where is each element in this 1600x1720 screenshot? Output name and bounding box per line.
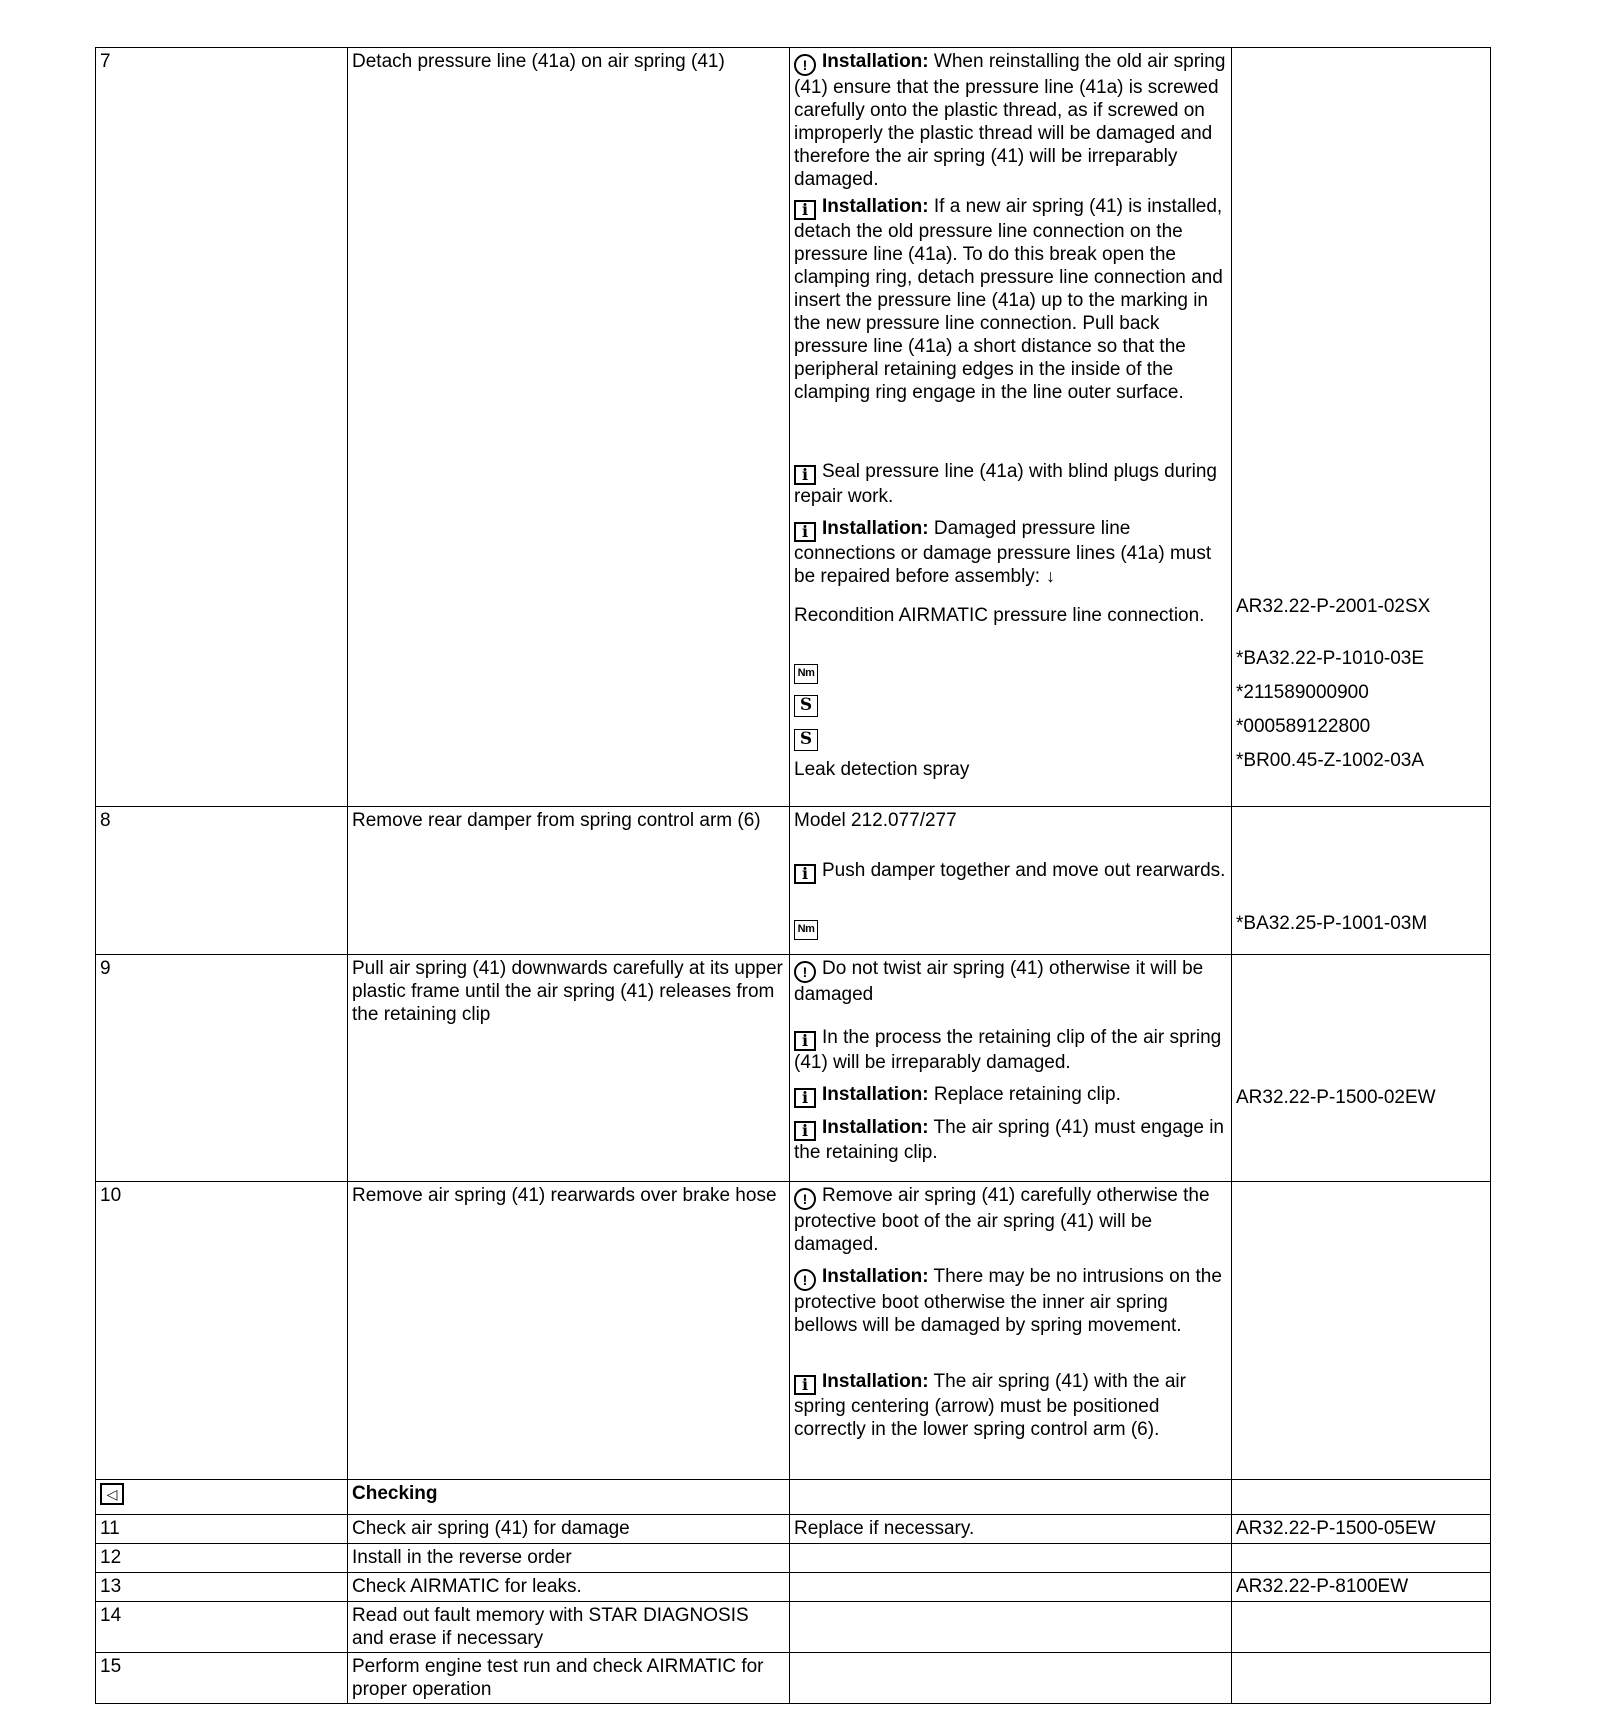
note-bold: Installation: (822, 1084, 929, 1105)
info-icon: i (794, 522, 816, 542)
note-bold: Installation: (822, 1266, 929, 1287)
info-icon: i (794, 200, 816, 220)
step-row-9 (96, 955, 1491, 1182)
info-icon: i (794, 864, 816, 884)
note-text: Push damper together and move out rearwards. (822, 860, 1226, 881)
step-note (790, 1653, 1232, 1704)
step-number: 13 (96, 1573, 348, 1602)
tool-line (790, 722, 1231, 756)
empty-cell (1232, 1480, 1491, 1515)
step-references (1232, 1182, 1491, 1480)
note-text: Seal pressure line (41a) with blind plugs during repair work. (794, 461, 1218, 507)
step-action: Perform engine test run and check AIRMATIC for proper operation (348, 1653, 790, 1704)
note-bold: Installation: (822, 196, 929, 217)
ref-link[interactable]: AR32.22-P-2001-02SX (1236, 596, 1431, 617)
info-icon: i (794, 1088, 816, 1108)
step-action: Check AIRMATIC for leaks. (348, 1573, 790, 1602)
warning-icon: ! (794, 54, 816, 76)
ref-link[interactable]: AR32.22-P-8100EW (1232, 1573, 1491, 1602)
note-text: Replace retaining clip. (928, 1084, 1121, 1105)
ref-spacer (1232, 955, 1490, 1084)
step-row-12 (96, 1544, 1491, 1573)
step-row-15 (96, 1653, 1491, 1704)
checking-icon: ◁ (100, 1483, 124, 1505)
ref-link[interactable]: *211589000900 (1236, 682, 1369, 703)
step-references (1232, 955, 1491, 1182)
arrow-down-icon: ↓ (1046, 566, 1056, 586)
step-row-7 (96, 48, 1491, 807)
step-row-13 (96, 1573, 1491, 1602)
step-references (1232, 48, 1491, 807)
ref-link[interactable]: AR32.22-P-1500-02EW (1236, 1087, 1436, 1108)
step-references (1232, 807, 1491, 955)
torque-line (790, 910, 1231, 941)
ref-spacer (1232, 48, 1490, 593)
info-icon: i (794, 465, 816, 485)
note-line: Model 212.077/277 (794, 810, 957, 831)
step-number: 11 (96, 1515, 348, 1544)
step-action: Detach pressure line (41a) on air spring (41) (348, 48, 790, 807)
step-number: 7 (96, 48, 348, 807)
ref-link[interactable]: *BR00.45-Z-1002-03A (1236, 750, 1424, 771)
note-line: Leak detection spray (794, 759, 970, 780)
note-line: Recondition AIRMATIC pressure line connection. (794, 605, 1205, 626)
ref-cell (1232, 1653, 1491, 1704)
step-note: Replace if necessary. (790, 1515, 1232, 1544)
step-notes (790, 807, 1232, 955)
step-row-14 (96, 1602, 1491, 1653)
info-note (790, 1368, 1231, 1473)
info-note (790, 193, 1231, 458)
note-text: The air spring (41) with the air spring centering (arrow) must be positioned correctly in the lower spring control arm (6). (794, 1371, 1186, 1440)
torque-icon: Nm (794, 664, 818, 684)
procedure-table-wrapper (95, 47, 1490, 1704)
warning-note (790, 955, 1231, 1024)
ref-link[interactable]: AR32.22-P-1500-05EW (1232, 1515, 1491, 1544)
checking-icon-cell (96, 1480, 348, 1515)
special-tool-icon: S (794, 695, 818, 717)
note-bold: Installation: (822, 1117, 929, 1138)
info-icon: i (794, 1121, 816, 1141)
warning-icon: ! (794, 1188, 816, 1210)
note-text: Remove air spring (41) carefully otherwise the protective boot of the air spring (41) will be damaged. (794, 1185, 1210, 1255)
note-text: Do not twist air spring (41) otherwise it will be damaged (794, 958, 1204, 1005)
step-row-11 (96, 1515, 1491, 1544)
note-text: Damaged pressure line connections or damage pressure lines (41a) must be repaired before assembly: (794, 518, 1212, 587)
step-number: 15 (96, 1653, 348, 1704)
info-note (790, 1081, 1231, 1114)
step-action: Pull air spring (41) downwards carefully at its upper plastic frame until the air spring (41) releases from the retaining clip (348, 955, 790, 1182)
empty-cell (790, 1480, 1232, 1515)
step-action: Remove air spring (41) rearwards over brake hose (348, 1182, 790, 1480)
step-note (790, 1602, 1232, 1653)
info-note (790, 458, 1231, 515)
checking-row (96, 1480, 1491, 1515)
procedure-table (95, 47, 1491, 1704)
warning-icon: ! (794, 1269, 816, 1291)
warning-note (790, 48, 1231, 193)
step-action: Read out fault memory with STAR DIAGNOSIS and erase if necessary (348, 1602, 790, 1653)
step-action: Remove rear damper from spring control arm (6) (348, 807, 790, 955)
info-note (790, 1024, 1231, 1081)
step-row-10 (96, 1182, 1491, 1480)
note-bold: Installation: (822, 1371, 929, 1392)
info-note (790, 1114, 1231, 1167)
ref-spacer (1232, 807, 1490, 910)
note-text: If a new air spring (41) is installed, detach the old pressure line connection on the pressure line (41a). To do this break open the clamping ring, detach pressure line connection and insert the pressure line (41a) up to the marking in the new pressure line connection. Pull back pressure line (41a) a short distance so that the peripheral retaining edges in the inside of the clamping ring engage in the line outer surface. (794, 196, 1223, 403)
step-note (790, 1573, 1232, 1602)
step-number: 8 (96, 807, 348, 955)
step-notes (790, 1182, 1232, 1480)
tool-line (790, 688, 1231, 722)
info-note (790, 857, 1231, 910)
step-number: 10 (96, 1182, 348, 1480)
info-icon: i (794, 1375, 816, 1395)
ref-link[interactable]: *BA32.22-P-1010-03E (1236, 648, 1425, 669)
step-notes (790, 48, 1232, 807)
torque-line (790, 654, 1231, 688)
warning-note (790, 1263, 1231, 1368)
info-icon: i (794, 1031, 816, 1051)
note-text: In the process the retaining clip of the air spring (41) will be irreparably damaged. (794, 1027, 1222, 1073)
step-action: Install in the reverse order (348, 1544, 790, 1573)
warning-note (790, 1182, 1231, 1263)
ref-cell (1232, 1602, 1491, 1653)
step-action: Check air spring (41) for damage (348, 1515, 790, 1544)
note-text: There may be no intrusions on the protective boot otherwise the inner air spring bellows will be damaged by spring movement. (794, 1266, 1222, 1336)
step-note (790, 1544, 1232, 1573)
torque-icon: Nm (794, 920, 818, 940)
step-number: 12 (96, 1544, 348, 1573)
step-notes (790, 955, 1232, 1182)
checking-label: Checking (348, 1480, 790, 1515)
step-row-8 (96, 807, 1491, 955)
step-number: 9 (96, 955, 348, 1182)
ref-cell (1232, 1544, 1491, 1573)
note-text: When reinstalling the old air spring (41) ensure that the pressure line (41a) is screwed carefully onto the plastic thread, as if screwed on improperly the plastic thread will be damaged and therefore the air spring (41) will be irreparably damaged. (794, 51, 1226, 190)
warning-icon: ! (794, 961, 816, 983)
special-tool-icon: S (794, 729, 818, 751)
note-bold: Installation: (822, 51, 929, 72)
ref-link[interactable]: *BA32.25-P-1001-03M (1236, 913, 1428, 934)
info-note (790, 515, 1231, 602)
note-bold: Installation: (822, 518, 929, 539)
step-number: 14 (96, 1602, 348, 1653)
note-text: The air spring (41) must engage in the retaining clip. (794, 1117, 1224, 1163)
ref-link[interactable]: *000589122800 (1236, 716, 1371, 737)
